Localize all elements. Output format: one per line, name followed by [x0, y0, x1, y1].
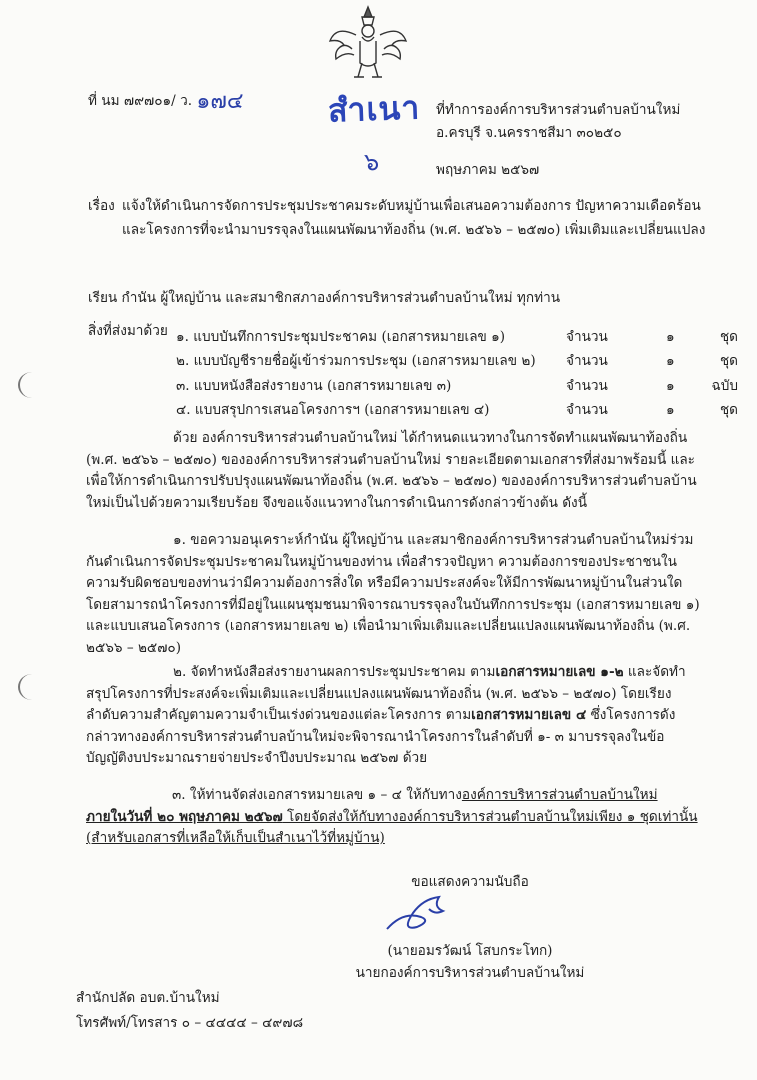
closing-regards: ขอแสดงความนับถือ — [411, 874, 529, 890]
enclosure-item — [176, 401, 738, 419]
enclosure-amount-label: จำนวน — [566, 402, 608, 418]
enclosures-label: สิ่งที่ส่งมาด้วย — [88, 323, 168, 339]
paragraph-2-part: ๒. จัดทำหนังสือส่งรายงานผลการประชุมประชาคม ตาม — [173, 664, 496, 680]
paragraph-2-emphasis: เอกสารหมายเลข ๔ — [471, 707, 587, 723]
office-address-line1: ที่ทำการองค์การบริหารส่วนตำบลบ้านใหม่ — [436, 102, 681, 118]
date-day-handwritten: ๖ — [364, 148, 380, 176]
paragraph-3-deadline: ภายในวันที่ ๒๐ พฤษภาคม ๒๕๖๗ — [86, 808, 283, 825]
subject-block — [88, 194, 708, 242]
document-date: พฤษภาคม ๒๕๖๗ — [436, 162, 540, 178]
document-number-prefix: ที่ นม ๗๙๗๐๑/ ว. — [88, 93, 193, 109]
enclosure-amount-label: จำนวน — [566, 378, 608, 394]
enclosure-unit: ชุด — [719, 353, 738, 369]
office-address-line2: อ.ครบุรี จ.นครราชสีมา ๓๐๒๕๐ — [436, 125, 622, 141]
enclosure-unit: ฉบับ — [711, 378, 738, 394]
enclosure-unit: ชุด — [719, 329, 738, 345]
enclosure-item — [176, 377, 738, 395]
paragraph-2-part: และจัดทำสรุปโครงการที่ประสงค์จะเพิ่มเติมและเปลี่ยนแปลงแผนพัฒนาท้องถิ่น (พ.ศ. ๒๕๖๖ – ๒๕๗๐) โดยเรียงลำดับความสำคัญตามความจำเป็นเร่งด่วนของแต่ละโครงการ ตาม — [86, 664, 686, 723]
enclosure-text: ๔. แบบสรุปการเสนอโครงการฯ (เอกสารหมายเลข ๔) — [176, 402, 490, 418]
copy-stamp: สำเนา — [327, 88, 421, 130]
enclosure-amount-label: จำนวน — [566, 329, 608, 345]
addressee-text: กำนัน ผู้ใหญ่บ้าน และสมาชิกสภาองค์การบริหารส่วนตำบลบ้านใหม่ ทุกท่าน — [121, 290, 561, 306]
enclosure-item — [176, 352, 738, 370]
enclosure-count: ๑ — [666, 402, 675, 418]
paragraph-1: ๑. ขอความอนุเคราะห์กำนัน ผู้ใหญ่บ้าน และสมาชิกองค์การบริหารส่วนตำบลบ้านใหม่ร่วมกันดำเนินการจัดประชุมประชาคมในหมู่บ้านของท่าน เพื่อสำรวจปัญหา ความต้องการของประชาชนในความรับผิดชอบของท่านว่ามีความต้องการสิ่งใด หรือมีความประสงค์จะให้มีการพัฒนาหมู่บ้านในส่วนใด โดยสามารถนำโครงการที่มีอยู่ในแผนชุมชนมาพิจารณาบรรจุลงในบันทึกการประชุม (เอกสารหมายเลข ๑) และแบบเสนอโครงการ (เอกสารหมายเลข ๒) เพื่อนำมาเพิ่มเติมและเปลี่ยนแปลงแผนพัฒนาท้องถิ่น (พ.ศ. ๒๕๖๖ – ๒๕๗๐) — [86, 532, 700, 656]
footer-phone: โทรศัพท์/โทรสาร ๐ – ๔๔๔๔ – ๔๙๗๘ — [76, 1015, 304, 1031]
signer-position: นายกองค์การบริหารส่วนตำบลบ้านใหม่ — [355, 965, 585, 981]
paragraph-3-note: (สำหรับเอกสารที่เหลือให้เก็บเป็นสำเนาไว้ที่หมู่บ้าน) — [86, 830, 385, 846]
paragraph-2-part: ซึ่งโครงการดังกล่าวทางองค์การบริหารส่วนตำบลบ้านใหม่จะพิจารณานำโครงการในลำดับที่ ๑- ๓ มาบรรจุลงในข้อบัญญัติงบประมาณรายจ่ายประจำปีงบประมาณ ๒๕๖๗ ด้วย — [86, 707, 676, 766]
document-number-handwritten: ๑๗๔ — [196, 89, 244, 114]
document-number — [88, 89, 244, 114]
enclosure-amount-label: จำนวน — [566, 353, 608, 369]
paragraph-3-underlined: องค์การบริหารส่วนตำบลบ้านใหม่ — [461, 787, 658, 803]
paragraph-2-emphasis: เอกสารหมายเลข ๑-๒ — [495, 664, 624, 680]
footer-office: สำนักปลัด อบต.บ้านใหม่ — [76, 990, 220, 1006]
enclosure-text: ๓. แบบหนังสือส่งรายงาน (เอกสารหมายเลข ๓) — [176, 378, 452, 394]
garuda-emblem — [326, 5, 410, 83]
hole-punch-mark — [18, 372, 46, 398]
enclosure-text: ๑. แบบบันทึกการประชุมประชาคม (เอกสารหมายเลข ๑) — [176, 329, 506, 345]
paragraph-2 — [86, 662, 700, 770]
paragraph-3-underlined: โดยจัดส่งให้กับทางองค์การบริหารส่วนตำบลบ้านใหม่เพียง ๑ ชุดเท่านั้น — [282, 808, 698, 825]
enclosure-count: ๑ — [666, 378, 675, 394]
enclosure-unit: ชุด — [719, 402, 738, 418]
signature-image — [383, 893, 453, 935]
addressee — [88, 289, 560, 307]
enclosure-text: ๒. แบบบัญชีรายชื่อผู้เข้าร่วมการประชุม (เอกสารหมายเลข ๒) — [176, 353, 536, 369]
addressee-label: เรียน — [88, 290, 118, 306]
enclosure-count: ๑ — [666, 329, 675, 345]
paragraph-3 — [86, 785, 700, 850]
subject-label: เรื่อง — [88, 198, 115, 214]
signer-name: (นายอมรวัฒน์ โสบกระโทก) — [387, 943, 553, 959]
paragraph-3-part: ๓. ให้ท่านจัดส่งเอกสารหมายเลข ๑ – ๔ ให้กับทาง — [172, 787, 462, 803]
enclosure-item — [176, 328, 738, 346]
intro-paragraph: ด้วย องค์การบริหารส่วนตำบลบ้านใหม่ ได้กำหนดแนวทางในการจัดทำแผนพัฒนาท้องถิ่น (พ.ศ. ๒๕๖๖ – ๒๕๗๐) ขององค์การบริหารส่วนตำบลบ้านใหม่ รายละเอียดตามเอกสารที่ส่งมาพร้อมนี้ และเพื่อให้การดำเนินการปรับปรุงแผนพัฒนาท้องถิ่น (พ.ศ. ๒๕๖๖ – ๒๕๗๐) ขององค์การบริหารส่วนตำบลบ้านใหม่เป็นไปด้วยความเรียบร้อย จึงขอแจ้งแนวทางในการดำเนินการดังกล่าวข้างต้น ดังนี้ — [86, 430, 697, 511]
enclosure-count: ๑ — [666, 353, 675, 369]
hole-punch-mark — [18, 674, 46, 700]
subject-text: แจ้งให้ดำเนินการจัดการประชุมประชาคมระดับหมู่บ้านเพื่อเสนอความต้องการ ปัญหาความเดือดร้อนและโครงการที่จะนำมาบรรจุลงในแผนพัฒนาท้องถิ่น (พ.ศ. ๒๕๖๖ – ๒๕๗๐) เพิ่มเติมและเปลี่ยนแปลง — [122, 198, 706, 238]
